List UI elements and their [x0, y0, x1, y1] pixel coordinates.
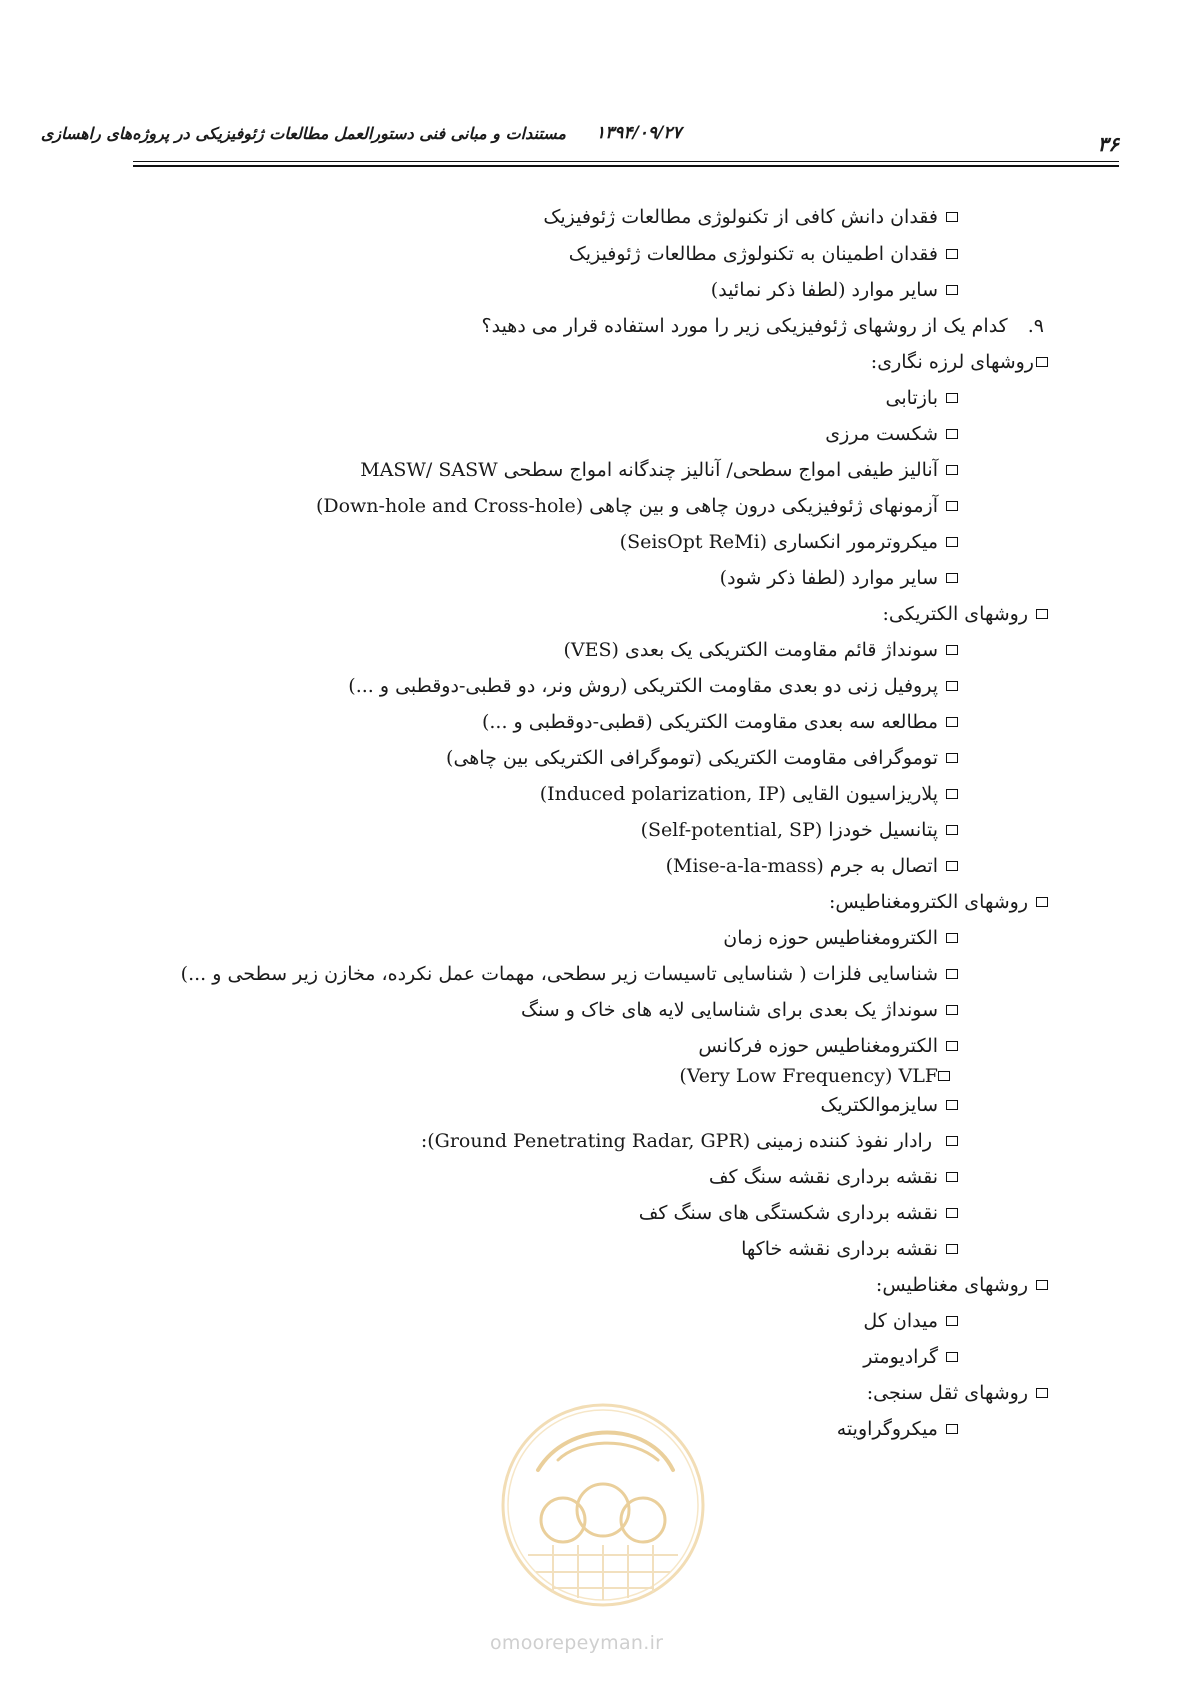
- checkbox[interactable]: [946, 1352, 958, 1362]
- list-item: [543, 204, 958, 230]
- watermark-url: [490, 1632, 663, 1654]
- list-item: [639, 1200, 958, 1226]
- checkbox[interactable]: [946, 1100, 958, 1110]
- list-item: [679, 1063, 958, 1089]
- checkbox[interactable]: [946, 825, 958, 835]
- list-item-text: سونداژ قائم مقاومت الکتریکی یک بعدی (VES): [563, 639, 938, 661]
- list-item: [620, 529, 958, 555]
- checkbox[interactable]: [946, 429, 958, 439]
- checkbox[interactable]: [946, 212, 958, 222]
- checkbox[interactable]: [1036, 1280, 1048, 1290]
- list-item: [482, 709, 958, 735]
- list-item-text: سونداژ یک بعدی برای شناسایی لایه های خاک و سنگ: [521, 999, 938, 1021]
- checkbox[interactable]: [946, 537, 958, 547]
- header-date-text: ۱۳۹۴/۰۹/۲۷: [596, 123, 682, 143]
- checkbox[interactable]: [1036, 357, 1048, 367]
- list-item-text: بازتابی: [885, 387, 938, 409]
- checkbox[interactable]: [946, 789, 958, 799]
- list-item: [563, 637, 958, 663]
- list-item-text: پتانسیل خودزا (Self-potential, SP): [640, 819, 938, 841]
- list-item-text: سایر موارد (لطفا ذکر شود): [719, 567, 938, 589]
- checkbox[interactable]: [946, 501, 958, 511]
- list-item: [720, 565, 958, 591]
- list-item-text: الکترومغناطیس حوزه فرکانس: [698, 1035, 938, 1057]
- stamp-logo: [498, 1400, 708, 1610]
- section-heading: [876, 1272, 1048, 1298]
- checkbox[interactable]: [938, 1071, 950, 1081]
- list-item: [540, 781, 958, 807]
- section-heading: [882, 601, 1048, 627]
- checkbox[interactable]: [946, 1172, 958, 1182]
- question-text: کدام یک از روشهای ژئوفیزیکی زیر را مورد استفاده قرار می دهید؟: [481, 315, 1008, 337]
- checkbox[interactable]: [946, 969, 958, 979]
- checkbox[interactable]: [946, 1208, 958, 1218]
- list-item-text: رادار نفوذ کننده زمینی (Ground Penetrating Radar, GPR):: [420, 1130, 932, 1152]
- checkbox[interactable]: [946, 285, 958, 295]
- list-item: [446, 745, 958, 771]
- checkbox[interactable]: [946, 393, 958, 403]
- checkbox[interactable]: [946, 465, 958, 475]
- list-item-text: پروفیل زنی دو بعدی مقاومت الکتریکی (روش ونر، دو قطبی-دوقطبی و ...): [348, 675, 938, 697]
- question-number: ۹.: [1027, 315, 1044, 337]
- section-heading-text: روشهای ثقل سنجی:: [866, 1382, 1028, 1404]
- list-item-text: شناسایی فلزات ( شناسایی تاسیسات زیر سطحی، مهمات عمل نکرده، مخازن زیر سطحی و ...): [180, 963, 938, 985]
- list-item-text: فقدان اطمینان به تکنولوژی مطالعات ژئوفیزیک: [568, 243, 938, 265]
- list-item: [181, 961, 958, 987]
- checkbox[interactable]: [1036, 897, 1048, 907]
- section-heading: [871, 349, 1048, 375]
- list-item: [521, 997, 958, 1023]
- checkbox[interactable]: [946, 1005, 958, 1015]
- checkbox[interactable]: [946, 249, 958, 259]
- section-heading-text: روشهای الکتریکی:: [882, 603, 1028, 625]
- list-item: [348, 673, 958, 699]
- list-item-text: گرادیومتر: [863, 1346, 938, 1368]
- checkbox[interactable]: [946, 717, 958, 727]
- list-item: [709, 1164, 958, 1190]
- list-item-text: میکروترمور انکساری (SeisOpt ReMi): [619, 531, 938, 553]
- list-item: [360, 457, 958, 483]
- list-item: [820, 1092, 958, 1118]
- list-item: [421, 1128, 958, 1154]
- list-item-text: الکترومغناطیس حوزه زمان: [723, 927, 938, 949]
- header-title-text: مستندات و مبانی فنی دستورالعمل مطالعات ژئوفیزیکی در پروژه‌های راهسازی: [40, 124, 566, 143]
- list-item-text: میدان کل: [863, 1310, 938, 1332]
- list-item-text: آنالیز طیفی امواج سطحی/ آنالیز چندگانه امواج سطحی MASW/ SASW: [360, 459, 938, 481]
- checkbox[interactable]: [946, 645, 958, 655]
- list-item-text: میکروگراویته: [836, 1418, 938, 1440]
- checkbox[interactable]: [1036, 1388, 1048, 1398]
- checkbox[interactable]: [946, 573, 958, 583]
- checkbox[interactable]: [946, 1041, 958, 1051]
- section-heading-text: روشهای الکترومغناطیس:: [828, 891, 1028, 913]
- checkbox[interactable]: [1036, 609, 1048, 619]
- list-item-text: مطالعه سه بعدی مقاومت الکتریکی (قطبی-دوقطبی و ...): [481, 711, 938, 733]
- list-item-text: سایزموالکتریک: [820, 1094, 938, 1116]
- checkbox[interactable]: [946, 1424, 958, 1434]
- list-item-text: نقشه برداری نقشه سنگ کف: [708, 1166, 938, 1188]
- section-heading: [829, 889, 1048, 915]
- question: [482, 313, 1044, 339]
- list-item: [837, 1416, 958, 1442]
- checkbox[interactable]: [946, 861, 958, 871]
- list-item-text: توموگرافی مقاومت الکتریکی (توموگرافی الکتریکی بین چاهی): [446, 747, 938, 769]
- list-item-text: سایر موارد (لطفا ذکر نمائید): [710, 279, 938, 301]
- list-item-text: فقدان دانش کافی از تکنولوژی مطالعات ژئوفیزیک: [543, 206, 938, 228]
- list-item: [863, 1308, 958, 1334]
- list-item-text: اتصال به جرم (Mise-a-la-mass): [665, 855, 938, 877]
- list-item: [316, 493, 958, 519]
- list-item: [886, 385, 958, 411]
- page-number: ۳۶: [1097, 132, 1119, 156]
- list-item-text: (Very Low Frequency) VLF: [679, 1065, 938, 1087]
- list-item: [641, 817, 958, 843]
- list-item: [569, 241, 958, 267]
- list-item-text: شکست مرزی: [825, 423, 938, 445]
- checkbox[interactable]: [946, 1244, 958, 1254]
- checkbox[interactable]: [946, 1136, 958, 1146]
- list-item-text: نقشه برداری نقشه خاکها: [741, 1238, 938, 1260]
- list-item: [741, 1236, 958, 1262]
- list-item: [666, 853, 958, 879]
- section-heading-text: روشهای مغناطیس:: [875, 1274, 1028, 1296]
- checkbox[interactable]: [946, 933, 958, 943]
- list-item-text: پلاریزاسیون القایی (Induced polarization, IP): [539, 783, 938, 805]
- list-item: [723, 925, 958, 951]
- list-item-text: آزمونهای ژئوفیزیکی درون چاهی و بین چاهی (Down-hole and Cross-hole): [315, 495, 938, 517]
- list-item: [825, 421, 958, 447]
- section-heading: [867, 1380, 1048, 1406]
- list-item: [711, 277, 958, 303]
- checkbox[interactable]: [946, 681, 958, 691]
- list-item: [863, 1344, 958, 1370]
- list-item-text: نقشه برداری شکستگی های سنگ کف: [638, 1202, 938, 1224]
- watermark-url-text: omoorepeyman.ir: [490, 1632, 664, 1654]
- checkbox[interactable]: [946, 1316, 958, 1326]
- list-item: [698, 1033, 958, 1059]
- section-heading-text: روشهای لرزه نگاری:: [870, 351, 1034, 373]
- checkbox[interactable]: [946, 753, 958, 763]
